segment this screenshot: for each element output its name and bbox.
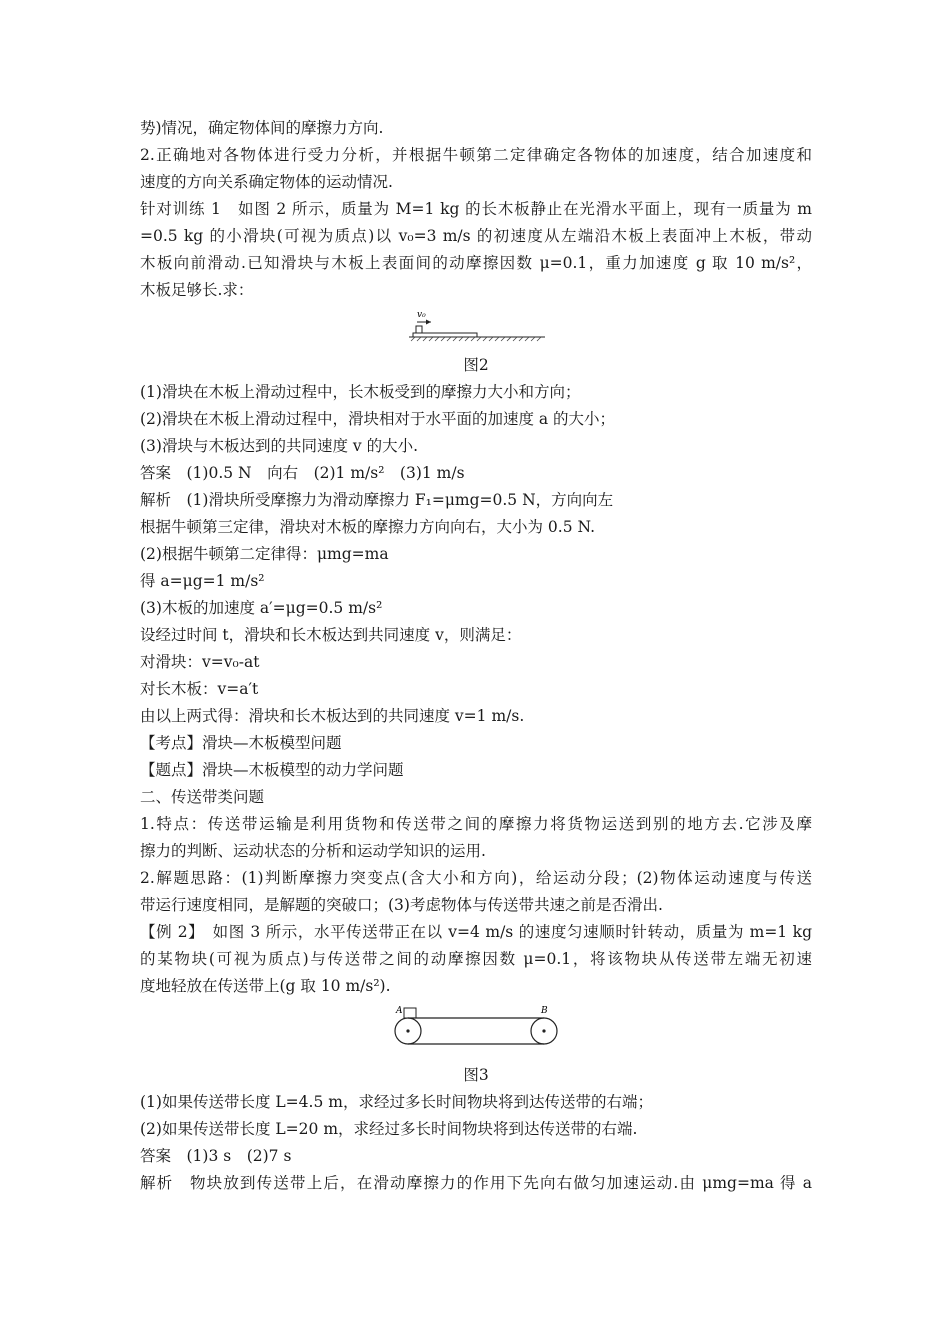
text-line: (1)滑块在木板上滑动过程中，长木板受到的摩擦力大小和方向； — [140, 383, 581, 401]
text-line: 的某物块(可视为质点)与传送带之间的动摩擦因数 μ=0.1，将该物块从传送带左端无初速 — [140, 950, 812, 968]
solution-line: 解析 (1)滑块所受摩擦力为滑动摩擦力 F₁=μmg=0.5 N，方向向左 — [140, 491, 614, 509]
page-content — [140, 115, 812, 1197]
conveyor-belt-diagram — [388, 1002, 564, 1058]
text-line: 设经过时间 t，滑块和长木板达到共同速度 v，则满足： — [140, 626, 522, 644]
text-line: 对滑块：v=v₀-at — [140, 653, 260, 671]
text-line: 木板向前滑动.已知滑块与木板上表面间的动摩擦因数 μ=0.1，重力加速度 g 取 10 m/s²， — [140, 254, 812, 272]
long-board — [413, 333, 477, 337]
v0-label: v₀ — [417, 310, 426, 320]
text-line: (3)滑块与木板达到的共同速度 v 的大小. — [140, 437, 418, 455]
text-line: 带运行速度相同，是解题的突破口；(3)考虑物体与传送带共速之前是否滑出. — [140, 896, 663, 914]
text-line: 由以上两式得：滑块和长木板达到的共同速度 v=1 m/s. — [140, 707, 525, 725]
velocity-arrow-icon — [426, 320, 431, 325]
text-line: 2.解题思路：(1)判断摩擦力突变点(含大小和方向)，给运动分段；(2)物体运动速度与传送 — [140, 869, 812, 887]
answer-line: 答案 (1)3 s (2)7 s — [140, 1147, 292, 1165]
text-line: =0.5 kg 的小滑块(可视为质点)以 v₀=3 m/s 的初速度从左端沿木板上表面冲上木板，带动 — [140, 227, 812, 245]
section-heading: 二、传送带类问题 — [140, 788, 265, 806]
figure-3 — [140, 1002, 812, 1062]
text-line: (2)滑块在木板上滑动过程中，滑块相对于水平面的加速度 a 的大小； — [140, 410, 616, 428]
text-line: (1)如果传送带长度 L=4.5 m，求经过多长时间物块将到达传送带的右端； — [140, 1093, 653, 1111]
figure-2-caption: 图2 — [463, 356, 489, 374]
text-line: 2.正确地对各物体进行受力分析，并根据牛顿第二定律确定各物体的加速度，结合加速度和 — [140, 146, 812, 164]
solution-line: 解析 物块放到传送带上后，在滑动摩擦力的作用下先向右做匀加速运动.由 μmg=ma 得 a — [140, 1174, 812, 1192]
text-line: 度地轻放在传送带上(g 取 10 m/s²). — [140, 977, 391, 995]
ground-hatching — [411, 337, 541, 341]
text-line: 根据牛顿第三定律，滑块对木板的摩擦力方向向右，大小为 0.5 N. — [140, 518, 596, 536]
text-line: 针对训练 1 如图 2 所示，质量为 M=1 kg 的长木板静止在光滑水平面上，现有一质量为 m — [140, 200, 812, 218]
text-line: (2)根据牛顿第二定律得：μmg=ma — [140, 545, 389, 563]
text-line: 得 a=μg=1 m/s² — [140, 572, 265, 590]
point-b-label: B — [541, 1006, 548, 1016]
text-line: 木板足够长.求： — [140, 281, 254, 299]
board-slider-diagram — [405, 308, 547, 348]
slider-block — [416, 326, 422, 333]
point-a-label: A — [396, 1006, 403, 1016]
text-line: (3)木板的加速度 a′=μg=0.5 m/s² — [140, 599, 383, 617]
text-line: 势)情况，确定物体间的摩擦力方向. — [140, 119, 384, 137]
answer-line: 答案 (1)0.5 N 向右 (2)1 m/s² (3)1 m/s — [140, 464, 465, 482]
text-line: 1.特点：传送带运输是利用货物和传送带之间的摩擦力将货物运送到别的地方去.它涉及摩 — [140, 815, 812, 833]
figure-3-caption: 图3 — [463, 1066, 489, 1084]
example-line: 【例 2】 如图 3 所示，水平传送带正在以 v=4 m/s 的速度匀速顺时针转动，质量为 m=1 kg — [140, 923, 812, 941]
figure-2 — [140, 308, 812, 352]
subtopic-tag: 【题点】滑块—木板模型的动力学问题 — [140, 761, 404, 779]
text-line: 对长木板：v=a′t — [140, 680, 259, 698]
block — [404, 1008, 416, 1018]
text-line: 速度的方向关系确定物体的运动情况. — [140, 173, 393, 191]
text-line: 擦力的判断、运动状态的分析和运动学知识的运用. — [140, 842, 486, 860]
topic-tag: 【考点】滑块—木板模型问题 — [140, 734, 342, 752]
text-line: (2)如果传送带长度 L=20 m，求经过多长时间物块将到达传送带的右端. — [140, 1120, 638, 1138]
